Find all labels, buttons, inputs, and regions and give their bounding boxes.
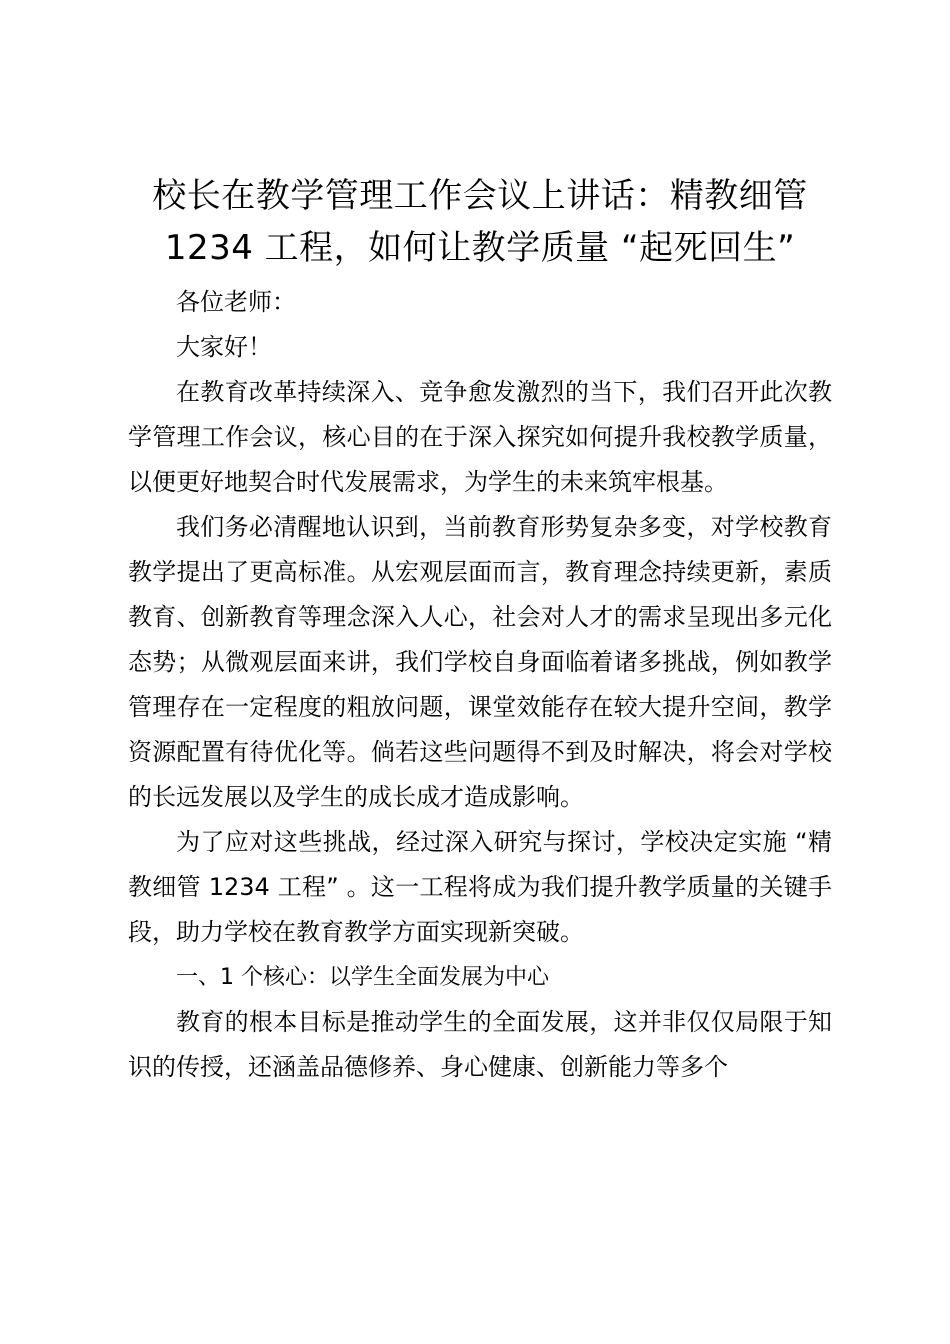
salutation: 各位老师： xyxy=(176,288,296,316)
body-paragraph: 教育的根本目标是推动学生的全面发展，这并非仅仅局限于知识的传授，还涵盖品德修养、身心健康、创新能力等多个 xyxy=(128,1008,832,1081)
body-paragraph: 在教育改革持续深入、竞争愈发激烈的当下，我们召开此次教学管理工作会议，核心目的在于深入探究如何提升我校教学质量，以便更好地契合时代发展需求，为学生的未来筑牢根基。 xyxy=(128,378,832,496)
greeting: 大家好！ xyxy=(176,333,272,361)
section-heading: 一、1 个核心：以学生全面发展为中心 xyxy=(176,965,549,990)
document-title: 校长在教学管理工作会议上讲话：精教细管 1234 工程，如何让教学质量 “起死回生” xyxy=(152,176,808,268)
document-page xyxy=(128,170,832,1090)
body-paragraph: 我们务必清醒地认识到，当前教育形势复杂多变，对学校教育教学提出了更高标准。从宏观层面而言，教育理念持续更新，素质教育、创新教育等理念深入人心，社会对人才的需求呈现出多元化态势；从微观层面来讲，我们学校自身面临着诸多挑战，例如教学管理存在一定程度的粗放问题，课堂效能存在较大提升空间，教学资源配置有待优化等。倘若这些问题得不到及时解决，将会对学校的长远发展以及学生的成长成才造成影响。 xyxy=(128,513,832,811)
body-paragraph: 为了应对这些挑战，经过深入研究与探讨，学校决定实施 “精教细管 1234 工程” 。这一工程将成为我们提升教学质量的关键手段，助力学校在教育教学方面实现新突破。 xyxy=(128,828,832,946)
